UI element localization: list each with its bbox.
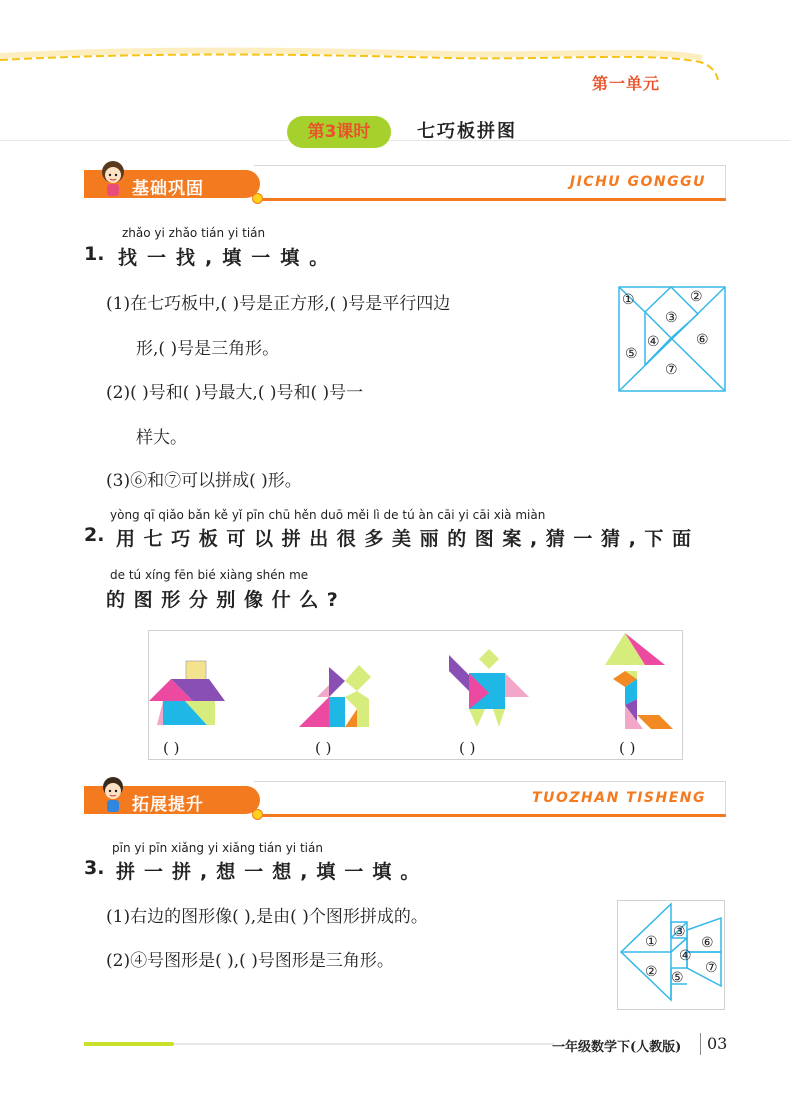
q3-diagram-label: ③ bbox=[673, 924, 686, 940]
q3-diagram-label: ④ bbox=[679, 948, 692, 964]
girl-mascot-icon bbox=[96, 158, 130, 200]
section-dot bbox=[252, 809, 263, 820]
q2-pinyin-line-1: yòng qī qiǎo bǎn kě yǐ pīn chū hěn duō měi lì de tú àn cāi yi cāi xià miàn bbox=[110, 508, 546, 522]
q3-diagram-label: ⑦ bbox=[705, 960, 718, 976]
q1-diagram-label: ④ bbox=[647, 334, 660, 350]
q3-prompt: 拼一拼,想一想,填一填。 bbox=[116, 861, 429, 883]
header-divider bbox=[0, 140, 790, 141]
q2-answer-blank[interactable]: ( ) bbox=[459, 739, 476, 757]
squirrel-tangram-figure bbox=[299, 661, 389, 733]
q1-diagram-label: ② bbox=[690, 289, 703, 305]
q3-fish-diagram bbox=[617, 900, 725, 1010]
house-tangram-figure bbox=[149, 657, 229, 731]
section-dot bbox=[252, 193, 263, 204]
section-english-title: TUOZHAN TISHENG bbox=[532, 790, 706, 806]
q1-line-5: (3)⑥和⑦可以拼成( )形。 bbox=[106, 471, 302, 491]
footer-book-title: 一年级数学下(人教版) bbox=[552, 1040, 682, 1055]
q3-diagram-label: ⑤ bbox=[671, 970, 684, 986]
section-title: 拓展提升 bbox=[132, 795, 204, 815]
q2-prompt-line-2: 的图形分别像什么? bbox=[106, 589, 347, 611]
q1-line-2: 形,( )号是三角形。 bbox=[136, 339, 280, 359]
q3-number: 3. bbox=[84, 857, 105, 879]
q3-diagram-label: ⑥ bbox=[701, 935, 714, 951]
q2-number: 2. bbox=[84, 524, 105, 546]
q2-prompt-line-1: 用七巧板可以拼出很多美丽的图案,猜一猜,下面 bbox=[116, 528, 700, 550]
q2-pinyin-line-2: de tú xíng fēn bié xiàng shén me bbox=[110, 568, 309, 582]
q1-diagram-label: ⑦ bbox=[665, 362, 678, 378]
q1-prompt: 找一找,填一填。 bbox=[118, 247, 339, 269]
q1-tangram-diagram bbox=[618, 286, 726, 392]
q1-line-1: (1)在七巧板中,( )号是正方形,( )号是平行四边 bbox=[106, 294, 451, 314]
footer-separator bbox=[700, 1033, 701, 1055]
lesson-badge: 第3课时 bbox=[287, 116, 391, 148]
q2-answer-blank[interactable]: ( ) bbox=[619, 739, 636, 757]
section-extend-header bbox=[84, 782, 726, 818]
lesson-title: 七巧板拼图 bbox=[417, 121, 517, 142]
page-number: 03 bbox=[707, 1034, 728, 1053]
q1-number: 1. bbox=[84, 243, 105, 265]
q3-line-2: (2)④号图形是( ),( )号图形是三角形。 bbox=[106, 951, 394, 971]
q1-line-4: 样大。 bbox=[136, 428, 187, 448]
q1-diagram-label: ③ bbox=[665, 310, 678, 326]
footer-accent bbox=[84, 1042, 174, 1046]
person-tangram-figure bbox=[449, 645, 539, 731]
unit-label: 第一单元 bbox=[591, 74, 660, 93]
section-underline bbox=[254, 198, 726, 201]
section-title: 基础巩固 bbox=[132, 179, 204, 199]
q1-diagram-label: ⑥ bbox=[696, 332, 709, 348]
vase-tangram-figure bbox=[599, 631, 679, 735]
section-underline bbox=[254, 814, 726, 817]
q1-pinyin: zhǎo yi zhǎo tián yi tián bbox=[122, 226, 266, 240]
q3-diagram-label: ① bbox=[645, 934, 658, 950]
boy-mascot-icon bbox=[96, 774, 130, 816]
q3-diagram-label: ② bbox=[645, 964, 658, 980]
q1-diagram-label: ① bbox=[622, 292, 635, 308]
section-english-title: JICHU GONGGU bbox=[569, 174, 706, 190]
q2-answer-blank[interactable]: ( ) bbox=[315, 739, 332, 757]
top-header-band bbox=[0, 0, 790, 92]
q2-picture-box bbox=[148, 630, 683, 760]
q1-line-3: (2)( )号和( )号最大,( )号和( )号一 bbox=[106, 383, 364, 403]
q2-answer-blank[interactable]: ( ) bbox=[163, 739, 180, 757]
q3-pinyin: pīn yi pīn xiǎng yi xiǎng tián yi tián bbox=[112, 841, 323, 855]
q3-line-1: (1)右边的图形像( ),是由( )个图形拼成的。 bbox=[106, 907, 428, 927]
q1-diagram-label: ⑤ bbox=[625, 346, 638, 362]
section-basic-header bbox=[84, 166, 726, 202]
